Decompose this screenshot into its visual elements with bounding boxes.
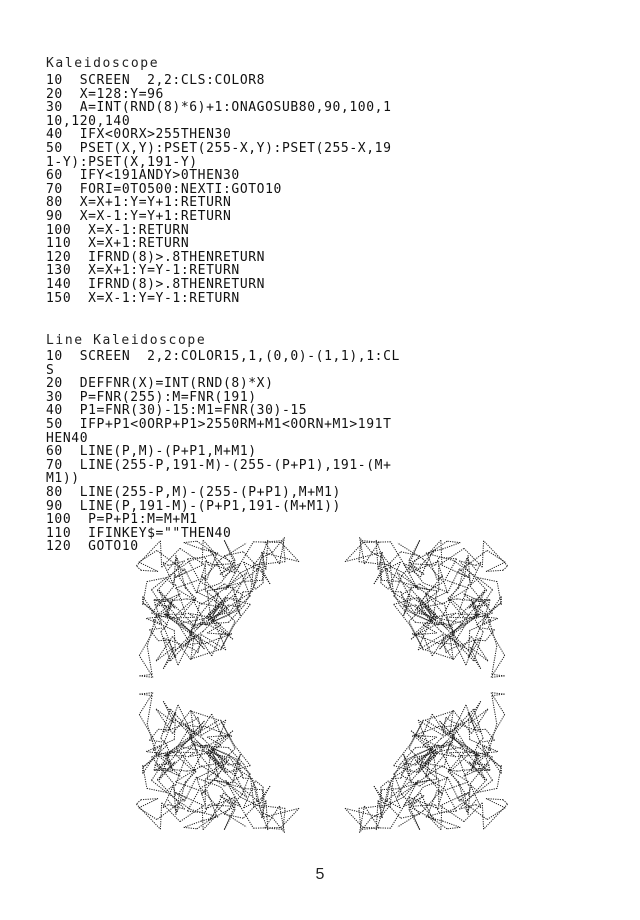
figure-stroke [437, 613, 456, 617]
figure-stroke [491, 676, 505, 678]
figure-stroke [156, 647, 174, 661]
figure-stroke [187, 790, 199, 811]
figure-stroke [441, 540, 442, 565]
figure-stroke [443, 543, 461, 549]
code-line: 120 IFRND(8)>.8THENRETURN [46, 249, 266, 265]
figure-stroke [167, 617, 195, 618]
figure-stroke [439, 811, 456, 813]
figure-stroke [471, 599, 489, 600]
figure-stroke [167, 599, 173, 618]
figure-stroke [411, 567, 424, 575]
figure-stroke [139, 694, 152, 696]
figure-stroke [429, 592, 447, 601]
figure-stroke [208, 550, 234, 563]
figure-stroke [202, 540, 203, 565]
figure-stroke [447, 827, 460, 828]
figure-stroke [359, 562, 388, 565]
figure-stroke [139, 674, 152, 676]
figure-stroke [471, 599, 477, 618]
figure-stroke [239, 542, 253, 566]
figure-stroke [426, 817, 443, 821]
figure-stroke [163, 647, 174, 669]
figure-stroke [484, 541, 508, 566]
code-line: 40 IFX<0ORX>255THEN30 [46, 127, 232, 143]
figure-stroke [136, 804, 160, 829]
figure-stroke [208, 550, 222, 565]
code-line: 110 IFINKEY$=""THEN40 [46, 525, 232, 541]
kaleidoscope-listing [46, 74, 392, 305]
figure-strokes [136, 537, 507, 832]
figure-stroke [201, 576, 222, 601]
figure-stroke [257, 562, 286, 565]
figure-stroke [445, 790, 457, 811]
code-line: 120 GOTO10 [46, 539, 139, 555]
code-line: 10 SCREEN 2,2:CLS:COLOR8 [46, 73, 266, 88]
figure-stroke [170, 638, 192, 661]
figure-stroke [167, 752, 173, 771]
figure-stroke [243, 552, 254, 563]
figure-stroke [448, 777, 460, 802]
figure-stroke [374, 571, 383, 584]
figure-stroke [470, 709, 488, 723]
figure-stroke [469, 757, 493, 786]
figure-stroke [188, 753, 207, 757]
figure-stroke [147, 696, 152, 724]
figure-stroke [429, 769, 447, 778]
figure-stroke [180, 578, 195, 600]
figure-stroke [422, 769, 443, 794]
figure-stroke [216, 780, 245, 788]
page-number: 5 [315, 866, 325, 883]
code-line: 150 X=X-1:Y=Y-1:RETURN [46, 290, 240, 306]
figure-stroke [469, 701, 481, 719]
figure-stroke [152, 757, 176, 786]
figure-stroke [190, 711, 219, 720]
figure-stroke [239, 804, 253, 828]
figure-stroke [175, 580, 199, 588]
figure-stroke [391, 804, 405, 828]
figure-stroke [184, 543, 202, 549]
figure-stroke [136, 800, 141, 804]
figure-stroke [188, 613, 207, 617]
figure-stroke [220, 567, 233, 575]
figure-stroke [163, 701, 175, 719]
figure-stroke [483, 597, 502, 625]
figure-stroke [262, 552, 266, 569]
figure-stroke [409, 622, 424, 651]
figure-stroke [208, 807, 234, 820]
line-kaleidoscope-listing [46, 350, 400, 554]
figure-stroke [445, 580, 469, 588]
figure-stroke [410, 807, 436, 820]
figure-stroke [143, 765, 147, 788]
figure-stroke [469, 651, 481, 669]
code-line: 30 P=FNR(255):M=FNR(191) [46, 389, 257, 405]
figure-stroke [263, 787, 264, 807]
code-line: 10,120,140 [46, 113, 131, 129]
figure-stroke [492, 696, 497, 724]
figure-stroke [422, 634, 432, 656]
figure-stroke [221, 622, 236, 651]
code-line: 50 IFP+P1<0ORP+P1>2550RM+M1<0ORN+M1>191T [46, 416, 392, 432]
figure-stroke [245, 580, 263, 581]
figure-stroke [399, 780, 428, 788]
figure-stroke [480, 628, 495, 630]
code-line: 60 LINE(P,M)-(P+P1,M+M1) [46, 444, 257, 460]
figure-stroke [180, 805, 205, 822]
kaleidoscope-output-figure [128, 530, 516, 840]
code-line: 1-Y):PSET(X,191-Y) [46, 154, 198, 170]
figure-stroke [167, 752, 195, 753]
code-line: 90 X=X-1:Y=Y+1:RETURN [46, 208, 232, 224]
figure-stroke [484, 804, 508, 829]
code-line: S [46, 362, 55, 378]
figure-stroke [442, 793, 469, 805]
figure-stroke [479, 619, 491, 627]
figure-stroke [497, 582, 501, 605]
figure-stroke [190, 650, 219, 659]
figure-stroke [175, 565, 202, 577]
figure-stroke [154, 770, 172, 771]
figure-stroke [212, 634, 222, 656]
figure-stroke [503, 566, 508, 570]
figure-stroke [492, 646, 497, 674]
code-line: 70 FORI=0TO500:NEXTI:GOTO10 [46, 181, 282, 197]
figure-stroke [390, 552, 401, 563]
figure-stroke [422, 550, 436, 565]
figure-stroke [261, 786, 270, 799]
figure-stroke [449, 770, 464, 792]
figure-stroke [180, 770, 195, 792]
line-kaleidoscope-title: Line Kaleidoscope [46, 333, 207, 348]
figure-stroke [411, 796, 424, 804]
code-line: 80 LINE(255-P,M)-(255-(P+P1),M+M1) [46, 484, 341, 500]
figure-stroke [470, 647, 481, 669]
figure-stroke [380, 787, 381, 807]
figure-stroke [382, 789, 400, 790]
figure-stroke [394, 744, 411, 766]
figure-stroke [470, 785, 478, 793]
code-line: 100 P=P+P1:M=M+M1 [46, 512, 198, 528]
figure-stroke [197, 592, 215, 601]
figure-stroke [479, 743, 491, 751]
figure-stroke [261, 571, 270, 584]
code-line: 80 X=X+1:Y=Y+1:RETURN [46, 195, 232, 211]
figure-stroke [221, 720, 236, 749]
figure-stroke [452, 638, 474, 661]
figure-stroke [184, 821, 202, 827]
figure-stroke [442, 565, 469, 577]
figure-stroke [163, 701, 174, 723]
figure-stroke [185, 569, 197, 594]
figure-stroke [489, 714, 505, 742]
figure-stroke [425, 711, 454, 720]
figure-stroke [411, 635, 416, 639]
figure-stroke [470, 647, 488, 661]
code-line: HEN40 [46, 430, 89, 446]
figure-stroke [185, 777, 197, 802]
figure-stroke [228, 635, 233, 639]
figure-stroke [228, 731, 233, 735]
figure-stroke [391, 542, 405, 566]
figure-stroke [410, 550, 436, 563]
code-line: M1)) [46, 471, 80, 487]
figure-stroke [474, 618, 479, 627]
figure-stroke [150, 740, 165, 742]
code-line: 30 A=INT(RND(8)*6)+1:ONAGOSUB80,90,100,1 [46, 100, 392, 116]
code-line: 100 X=X-1:RETURN [46, 222, 190, 238]
figure-stroke [378, 800, 382, 817]
figure-stroke [216, 581, 245, 589]
figure-stroke [471, 770, 489, 771]
figure-stroke [233, 744, 250, 766]
figure-stroke [497, 765, 501, 788]
figure-stroke [422, 576, 443, 601]
code-line: 50 PSET(X,Y):PSET(255-X,Y):PSET(255-X,19 [46, 140, 392, 156]
figure-stroke [480, 740, 495, 742]
figure-stroke [409, 810, 420, 830]
figure-stroke [207, 625, 221, 633]
figure-stroke [381, 583, 389, 589]
figure-stroke [422, 806, 436, 821]
figure-stroke [445, 782, 469, 790]
figure-stroke [187, 811, 204, 813]
figure-stroke [471, 752, 477, 771]
figure-stroke [180, 548, 205, 565]
figure-stroke [470, 578, 478, 586]
figure-stroke [256, 583, 264, 589]
figure-stroke [409, 720, 424, 749]
figure-stroke [439, 805, 464, 822]
figure-stroke [201, 769, 222, 794]
figure-stroke [257, 805, 286, 808]
figure-stroke [143, 746, 162, 774]
figure-stroke [469, 720, 470, 740]
code-line: 90 LINE(P,191-M)-(P+P1,191-(M+M1)) [46, 498, 341, 514]
figure-stroke [449, 617, 477, 618]
figure-stroke [165, 578, 173, 586]
code-line: 20 DEFFNR(X)=INT(RND(8)*X) [46, 376, 274, 392]
figure-stroke [425, 650, 454, 659]
figure-stroke [212, 714, 222, 736]
code-line: 110 X=X+1:RETURN [46, 236, 190, 252]
figure-stroke [399, 581, 428, 589]
figure-stroke [220, 796, 233, 804]
figure-stroke [423, 737, 437, 745]
figure-stroke [437, 753, 456, 757]
figure-stroke [201, 817, 218, 821]
figure-stroke [207, 737, 221, 745]
figure-stroke [245, 789, 263, 790]
figure-stroke [423, 625, 437, 633]
figure-stroke [359, 805, 388, 808]
figure-stroke [256, 781, 264, 787]
figure-stroke [197, 769, 215, 778]
figure-stroke [452, 709, 474, 732]
figure-stroke [374, 786, 383, 799]
figure-stroke [165, 618, 170, 627]
figure-stroke [143, 597, 162, 625]
figure-stroke [474, 743, 479, 752]
figure-stroke [170, 709, 192, 732]
figure-stroke [483, 746, 502, 774]
code-line: 140 IFRND(8)>.8THENRETURN [46, 276, 266, 292]
figure-stroke [187, 559, 199, 580]
figure-stroke [154, 599, 172, 600]
figure-stroke [380, 563, 381, 583]
figure-stroke [503, 800, 508, 804]
figure-stroke [469, 584, 493, 613]
figure-stroke [175, 793, 202, 805]
code-line: 20 X=128:Y=96 [46, 86, 164, 102]
code-line: 40 P1=FNR(30)-15:M1=FNR(30)-15 [46, 403, 308, 419]
code-line: 130 X=X+1:Y=Y-1:RETURN [46, 263, 240, 279]
figure-stroke [224, 810, 235, 830]
figure-stroke [491, 693, 505, 695]
figure-stroke [411, 731, 416, 735]
figure-stroke [184, 827, 197, 828]
figure-stroke [152, 584, 176, 613]
figure-stroke [489, 628, 505, 656]
figure-stroke [378, 552, 382, 569]
figure-stroke [426, 549, 443, 553]
figure-stroke [263, 563, 264, 583]
figure-stroke [492, 694, 505, 696]
figure-stroke [422, 714, 432, 736]
figure-stroke [469, 630, 470, 650]
figure-stroke [224, 540, 235, 560]
figure-stroke [394, 604, 411, 626]
code-line: 60 IFY<191ANDY>0THEN30 [46, 168, 240, 184]
figure-stroke [139, 676, 153, 678]
figure-stroke [153, 743, 165, 751]
figure-stroke [184, 541, 197, 542]
figure-stroke [139, 693, 153, 695]
figure-stroke [447, 541, 460, 542]
figure-stroke [139, 628, 155, 656]
figure-stroke [187, 557, 204, 559]
figure-stroke [233, 604, 250, 626]
figure-stroke [382, 580, 400, 581]
figure-stroke [441, 805, 442, 830]
figure-stroke [390, 807, 401, 818]
figure-stroke [153, 619, 165, 627]
figure-stroke [174, 630, 175, 650]
figure-stroke [439, 557, 456, 559]
figure-stroke [381, 781, 389, 787]
figure-stroke [262, 800, 266, 817]
figure-stroke [156, 709, 174, 723]
figure-stroke [147, 646, 152, 674]
code-line: 10 SCREEN 2,2:COLOR15,1,(0,0)-(1,1),1:CL [46, 349, 400, 364]
figure-stroke [449, 578, 464, 600]
figure-stroke [243, 807, 254, 818]
kaleidoscope-title: Kaleidoscope [46, 56, 160, 71]
figure-stroke [143, 582, 147, 605]
figure-stroke [136, 566, 141, 570]
figure-stroke [201, 549, 218, 553]
figure-stroke [174, 720, 175, 740]
figure-stroke [443, 821, 461, 827]
figure-stroke [492, 674, 505, 676]
figure-stroke [409, 540, 420, 560]
figure-stroke [470, 701, 481, 723]
figure-stroke [165, 785, 173, 793]
figure-stroke [445, 559, 457, 580]
figure-stroke [449, 752, 477, 753]
figure-stroke [163, 651, 175, 669]
figure-stroke [165, 743, 170, 752]
figure-stroke [439, 548, 464, 565]
figure-stroke [202, 805, 203, 830]
figure-stroke [136, 541, 160, 566]
figure-stroke [150, 628, 165, 630]
figure-stroke [139, 714, 155, 742]
figure-stroke [208, 806, 222, 821]
code-line: 70 LINE(255-P,191-M)-(255-(P+P1),191-(M+ [46, 457, 392, 473]
figure-stroke [175, 782, 199, 790]
figure-stroke [448, 569, 460, 594]
